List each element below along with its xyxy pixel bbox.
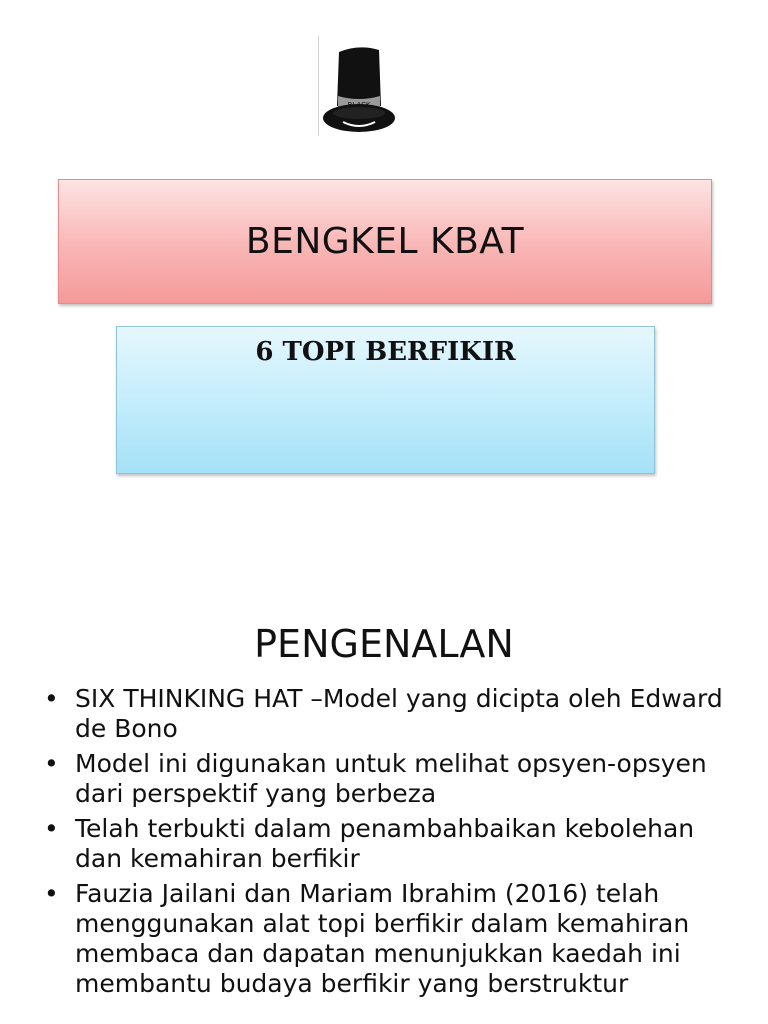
list-item — [44, 879, 734, 999]
bullet-text: Telah terbukti dalam penambahbaikan kebolehan dan kemahiran berfikir — [75, 814, 695, 873]
subtitle-box — [116, 326, 655, 474]
list-item — [44, 684, 734, 744]
bullet-text: SIX THINKING HAT –Model yang dicipta oleh Edward de Bono — [75, 684, 723, 743]
bullet-list — [44, 684, 734, 1004]
bullet-icon: • — [44, 879, 59, 908]
list-item — [44, 814, 734, 874]
title-box — [58, 179, 712, 304]
bullet-icon: • — [44, 684, 59, 713]
bullet-text: Model ini digunakan untuk melihat opsyen-opsyen dari perspektif yang berbeza — [75, 749, 707, 808]
slide-title-text: BENGKEL KBAT — [245, 221, 525, 262]
black-hat-image — [318, 36, 397, 136]
bullet-icon: • — [44, 749, 59, 778]
bullet-text: Fauzia Jailani dan Mariam Ibrahim (2016) telah menggunakan alat topi berfikir dalam kemahiran membaca dan dapatan menunjukkan kaedah ini membantu budaya berfikir yang berstruktur — [75, 879, 690, 998]
section-heading: PENGENALAN — [254, 622, 514, 666]
slide-introduction — [0, 580, 768, 1024]
bullet-icon: • — [44, 814, 59, 843]
list-item — [44, 749, 734, 809]
slide-subtitle-text: 6 TOPI BERFIKIR — [255, 337, 516, 367]
black-hat-icon — [319, 36, 397, 136]
